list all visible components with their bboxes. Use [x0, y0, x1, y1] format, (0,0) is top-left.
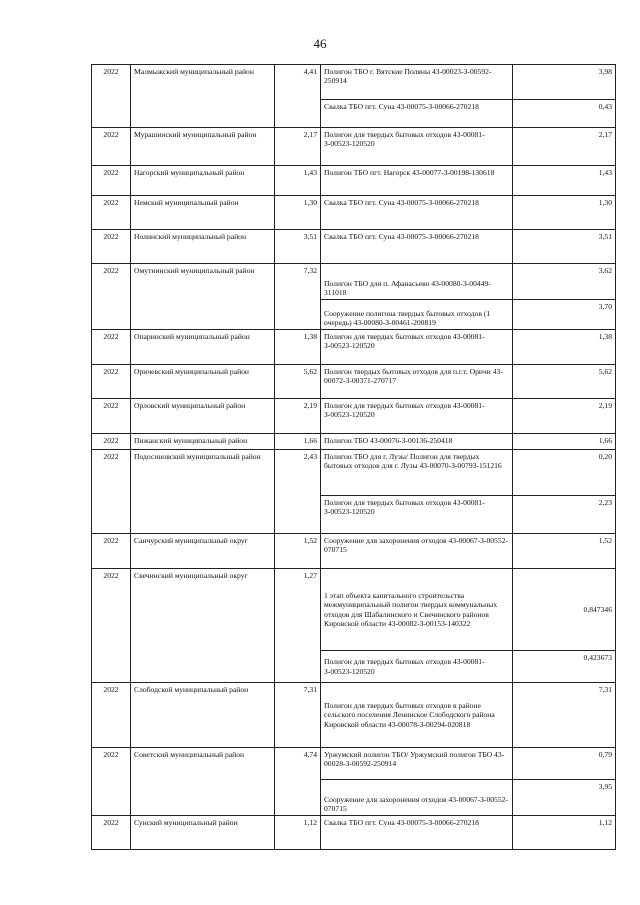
district-total-cell: 4,41 [275, 65, 321, 128]
landfill-object-cell: Свалка ТБО пгт. Суна 43-00075-З-00066-270218 [321, 196, 513, 230]
district-cell: Омутнинский муниципальный район [131, 264, 275, 330]
volume-cell: 2,23 [513, 496, 616, 534]
landfill-object-cell: Полигон для твердых бытовых отходов в районе сельского поселения Ленинское Слободского района Кировской области 43-00078-З-00294-020818 [321, 683, 513, 748]
table-row [92, 534, 616, 569]
district-total-cell: 1,52 [275, 534, 321, 569]
table-row [92, 683, 616, 748]
volume-cell: 0,20 [513, 450, 616, 496]
landfill-object-cell: Полигон ТБО г. Вятские Поляны 43-00023-З-00592-250914 [321, 65, 513, 100]
year-cell: 2022 [92, 434, 131, 450]
volume-cell: 7,31 [513, 683, 616, 748]
district-total-cell: 1,12 [275, 816, 321, 850]
district-cell: Сунский муниципальный район [131, 816, 275, 850]
district-total-cell: 1,66 [275, 434, 321, 450]
district-cell: Мурашинский муниципальный район [131, 128, 275, 166]
table-row [92, 330, 616, 365]
volume-cell: 3,51 [513, 230, 616, 264]
district-total-cell: 2,19 [275, 399, 321, 434]
district-total-cell: 1,30 [275, 196, 321, 230]
volume-cell: 1,52 [513, 534, 616, 569]
volume-cell: 2,19 [513, 399, 616, 434]
landfill-object-cell: Свалка ТБО пгт. Суна 43-00075-З-00066-270218 [321, 816, 513, 850]
landfill-object-cell: Полигон для твердых бытовых отходов 43-00081-З-00523-120520 [321, 128, 513, 166]
district-total-cell: 5,62 [275, 365, 321, 399]
landfill-object-cell: 1 этап объекта капитального строительства межмуниципальный полигон твердых коммунальных отходов для Шабалинского и Свечинского районов Кировской области 43-00082-З-00153-140322 [321, 569, 513, 651]
table-row [92, 434, 616, 450]
table-row [92, 128, 616, 166]
landfill-object-cell: Сооружение полигона твердых бытовых отходов (1 очередь) 43-00080-З-00461-200819 [321, 300, 513, 330]
year-cell: 2022 [92, 683, 131, 748]
landfill-object-cell: Полигон для твердых бытовых отходов 43-00081-З-00523-120520 [321, 651, 513, 683]
district-cell: Опаринский муниципальный район [131, 330, 275, 365]
district-total-cell: 2,17 [275, 128, 321, 166]
volume-cell: 3,95 [513, 780, 616, 816]
year-cell: 2022 [92, 264, 131, 330]
page-number: 46 [313, 36, 327, 51]
district-cell: Оричевский муниципальный район [131, 365, 275, 399]
year-cell: 2022 [92, 399, 131, 434]
district-total-cell: 1,43 [275, 166, 321, 196]
landfill-object-cell: Свалка ТБО пгт. Суна 43-00075-З-00066-270218 [321, 100, 513, 128]
district-total-cell: 7,31 [275, 683, 321, 748]
year-cell: 2022 [92, 450, 131, 534]
district-cell: Подосиновский муниципальный район [131, 450, 275, 534]
table-row [92, 569, 616, 651]
landfill-object-cell: Полигон ТБО 43-00076-З-00136-250418 [321, 434, 513, 450]
district-cell: Орловский муниципальный район [131, 399, 275, 434]
year-cell: 2022 [92, 230, 131, 264]
landfill-object-cell: Полигон твердых бытовых отходов для п.г.т. Оричи 43-00072-З-00371-270717 [321, 365, 513, 399]
table-row [92, 65, 616, 100]
district-cell: Санчурский муниципальный округ [131, 534, 275, 569]
year-cell: 2022 [92, 365, 131, 399]
volume-cell: 3,62 [513, 264, 616, 300]
table-row [92, 450, 616, 496]
volume-cell: 3,70 [513, 300, 616, 330]
volume-cell: 5,62 [513, 365, 616, 399]
landfill-object-cell: Сооружение для захоронения отходов 43-00067-З-00552-070715 [321, 780, 513, 816]
landfill-object-cell: Полигон ТБО пгт. Нагорск 43-00077-З-00198-130618 [321, 166, 513, 196]
volume-cell: 0,423673 [513, 651, 616, 683]
volume-cell: 1,38 [513, 330, 616, 365]
year-cell: 2022 [92, 330, 131, 365]
year-cell: 2022 [92, 816, 131, 850]
district-total-cell: 1,38 [275, 330, 321, 365]
year-cell: 2022 [92, 166, 131, 196]
district-total-cell: 1,27 [275, 569, 321, 683]
year-cell: 2022 [92, 748, 131, 816]
table-row [92, 230, 616, 264]
district-total-cell: 7,32 [275, 264, 321, 330]
district-cell: Свечинский муниципальный округ [131, 569, 275, 683]
landfill-object-cell: Полигон для твердых бытовых отходов 43-00081-З-00523-120520 [321, 496, 513, 534]
district-cell: Малмыжский муниципальный район [131, 65, 275, 128]
district-total-cell: 4,74 [275, 748, 321, 816]
landfill-object-cell: Полигон ТБО для г. Лузы/ Полигон для твердых бытовых отходов для г. Лузы 43-00070-З-00793-151216 [321, 450, 513, 496]
volume-cell: 0,79 [513, 748, 616, 780]
landfill-object-cell: Полигон для твердых бытовых отходов 43-00081-З-00523-120520 [321, 399, 513, 434]
landfill-object-cell: Полигон ТБО для п. Афанасьево 43-00080-З-00449-311018 [321, 264, 513, 300]
volume-cell: 0,847346 [513, 569, 616, 651]
table-row [92, 166, 616, 196]
table-row [92, 365, 616, 399]
district-cell: Слободской муниципальный район [131, 683, 275, 748]
district-cell: Советский муниципальный район [131, 748, 275, 816]
year-cell: 2022 [92, 569, 131, 683]
district-total-cell: 2,43 [275, 450, 321, 534]
volume-cell: 1,66 [513, 434, 616, 450]
landfill-object-cell: Сооружение для захоронения отходов 43-00067-З-00552-070715 [321, 534, 513, 569]
volume-cell: 3,98 [513, 65, 616, 100]
table-body [92, 65, 616, 850]
landfill-object-cell: Полигон для твердых бытовых отходов 43-00081-З-00523-120520 [321, 330, 513, 365]
district-cell: Нолинский муниципальный район [131, 230, 275, 264]
year-cell: 2022 [92, 65, 131, 128]
volume-cell: 1,12 [513, 816, 616, 850]
volume-cell: 0,43 [513, 100, 616, 128]
table-row [92, 399, 616, 434]
year-cell: 2022 [92, 196, 131, 230]
year-cell: 2022 [92, 534, 131, 569]
volume-cell: 2,17 [513, 128, 616, 166]
volume-cell: 1,30 [513, 196, 616, 230]
district-cell: Нагорский муниципальный район [131, 166, 275, 196]
volume-cell: 1,43 [513, 166, 616, 196]
table-row [92, 748, 616, 780]
table-row [92, 816, 616, 850]
district-total-cell: 3,51 [275, 230, 321, 264]
table-row [92, 196, 616, 230]
year-cell: 2022 [92, 128, 131, 166]
landfill-object-cell: Уржумский полигон ТБО/ Уржумский полигон ТБО 43-00028-З-00592-250914 [321, 748, 513, 780]
waste-landfill-table [91, 64, 616, 850]
district-cell: Немский муниципальный район [131, 196, 275, 230]
table-row [92, 264, 616, 300]
district-cell: Пижанский муниципальный район [131, 434, 275, 450]
landfill-object-cell: Свалка ТБО пгт. Суна 43-00075-З-00066-270218 [321, 230, 513, 264]
